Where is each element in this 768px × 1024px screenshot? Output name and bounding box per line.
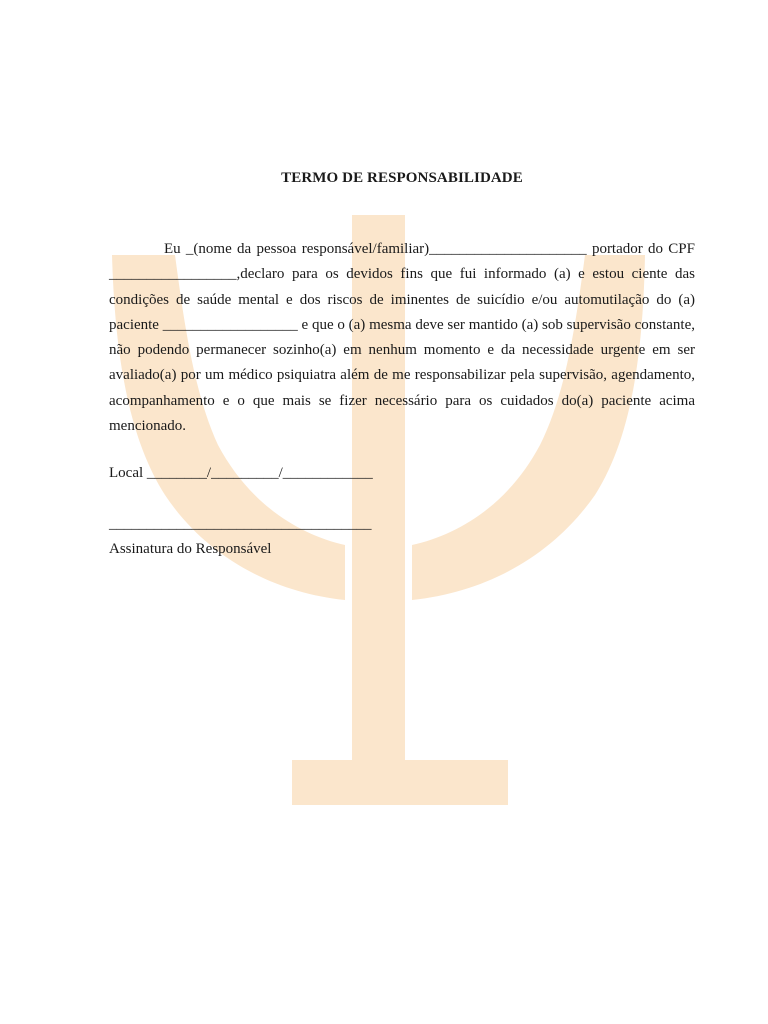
signature-label: Assinatura do Responsável	[109, 541, 272, 557]
declaration-paragraph: Eu _(nome da pessoa responsável/familiar)_____________________ portador do CPF _________________,declaro para os devidos fins que fui informado (a) e estou ciente das condições de saúde mental e dos riscos de iminentes de suicídio e/ou automutilação do (a) paciente __________________ e que o (a) mesma deve ser mantido (a) sob supervisão constante, não podendo permanecer sozinho(a) em nenhum momento e da necessidade urgente em ser avaliado(a) por um médico psiquiatra além de me responsabilizar pela supervisão, agendamento, acompanhamento e o que mais se fizer necessário para os cuidados do(a) paciente acima mencionado.	[109, 241, 695, 435]
signature-line: ___________________________________	[109, 516, 372, 532]
local-date-line: Local ________/_________/____________	[109, 465, 373, 481]
document-title: TERMO DE RESPONSABILIDADE	[281, 170, 523, 186]
